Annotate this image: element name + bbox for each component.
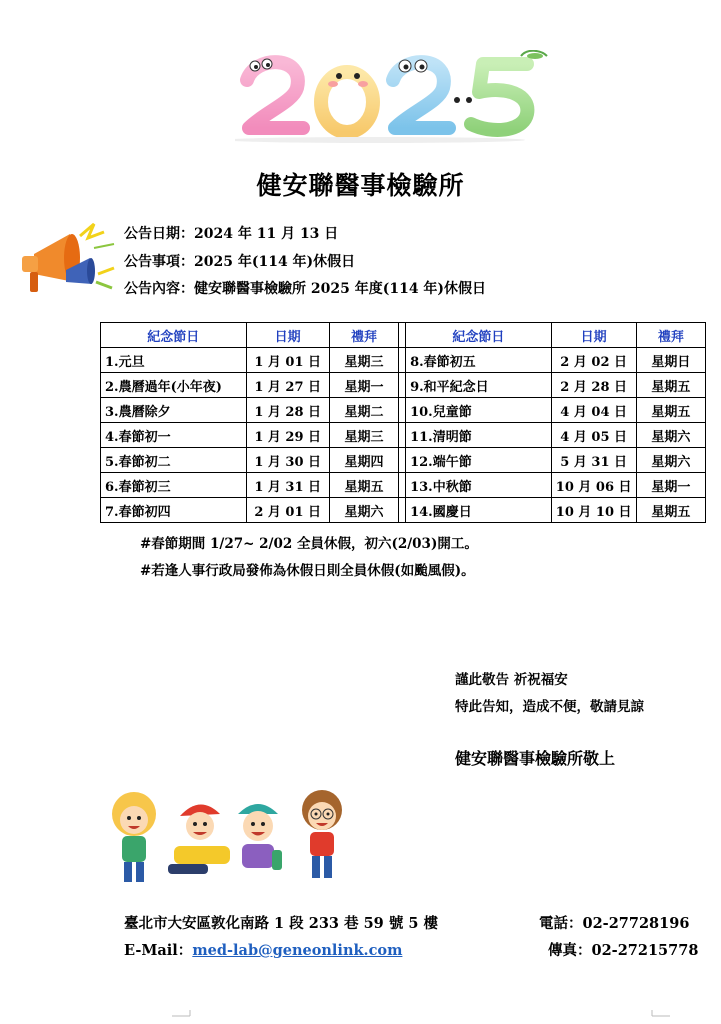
- holiday-table: [100, 322, 706, 523]
- holiday-date: 1 月 28 日: [246, 398, 329, 423]
- holiday-date: 4 月 05 日: [551, 423, 636, 448]
- phone: [539, 912, 689, 933]
- holiday-weekday: 星期五: [329, 473, 398, 498]
- holiday-date: 10 月 10 日: [551, 498, 636, 523]
- holiday-weekday: 星期六: [329, 498, 398, 523]
- table-row: [101, 373, 706, 398]
- notice-content: [124, 279, 486, 299]
- holiday-name: 10.兒童節: [406, 398, 552, 423]
- column-gap: [399, 448, 406, 473]
- holiday-date: 2 月 28 日: [551, 373, 636, 398]
- holiday-weekday: 星期日: [636, 348, 705, 373]
- holiday-name: 1.元旦: [101, 348, 247, 373]
- holiday-weekday: 星期二: [329, 398, 398, 423]
- page-corner-mark-right: [648, 1008, 672, 1018]
- table-row: [101, 398, 706, 423]
- holiday-weekday: 星期五: [636, 373, 705, 398]
- column-gap: [399, 348, 406, 373]
- year-banner-image: [235, 50, 559, 145]
- holiday-name: 2.農曆過年(小年夜): [101, 373, 247, 398]
- notice-subject-label: 公告事項：: [124, 254, 194, 270]
- notice-date-value: 2024 年 11 月 13 日: [194, 226, 339, 242]
- table-row: [101, 448, 706, 473]
- email: [124, 939, 402, 960]
- holiday-name: 13.中秋節: [406, 473, 552, 498]
- holiday-date: 10 月 06 日: [551, 473, 636, 498]
- holiday-name: 3.農曆除夕: [101, 398, 247, 423]
- holiday-table-header: [101, 323, 706, 348]
- holiday-weekday: 星期六: [636, 423, 705, 448]
- column-gap: [399, 498, 406, 523]
- holiday-weekday: 星期一: [636, 473, 705, 498]
- table-row: [101, 348, 706, 373]
- holiday-date: 1 月 27 日: [246, 373, 329, 398]
- page-corner-mark-left: [170, 1008, 194, 1018]
- column-gap: [399, 473, 406, 498]
- holiday-name: 6.春節初三: [101, 473, 247, 498]
- header-date-left: 日期: [246, 323, 329, 348]
- notice-content-value: 健安聯醫事檢驗所 2025 年度(114 年)休假日: [194, 281, 487, 297]
- header-date-right: 日期: [551, 323, 636, 348]
- notice-subject-value: 2025 年(114 年)休假日: [194, 254, 356, 270]
- email-label: E-Mail：: [124, 942, 193, 959]
- holiday-weekday: 星期三: [329, 423, 398, 448]
- holiday-name: 4.春節初一: [101, 423, 247, 448]
- holiday-date: 2 月 02 日: [551, 348, 636, 373]
- holiday-name: 7.春節初四: [101, 498, 247, 523]
- email-link[interactable]: med-lab@geneonlink.com: [192, 942, 403, 959]
- holiday-weekday: 星期一: [329, 373, 398, 398]
- table-row: [101, 423, 706, 448]
- phone-number: 02-27728196: [582, 915, 690, 932]
- signature: 健安聯醫事檢驗所敬上: [455, 749, 616, 768]
- holiday-name: 8.春節初五: [406, 348, 552, 373]
- holiday-date: 2 月 01 日: [246, 498, 329, 523]
- closing-apology: 特此告知，造成不便，敬請見諒: [455, 699, 644, 715]
- header-holiday-left: 紀念節日: [101, 323, 247, 348]
- holiday-name: 5.春節初二: [101, 448, 247, 473]
- header-weekday-left: 禮拜: [329, 323, 398, 348]
- address: 臺北市大安區敦化南路 1 段 233 巷 59 號 5 樓: [124, 915, 439, 932]
- note-typhoon: #若逢人事行政局發佈為休假日則全員休假(如颱風假)。: [140, 563, 475, 579]
- note-spring-festival: #春節期間 1/27~ 2/02 全員休假，初六(2/03)開工。: [140, 536, 478, 552]
- holiday-weekday: 星期五: [636, 498, 705, 523]
- column-gap: [399, 398, 406, 423]
- header-weekday-right: 禮拜: [636, 323, 705, 348]
- holiday-date: 5 月 31 日: [551, 448, 636, 473]
- closing-blessing: 謹此敬告 祈祝福安: [455, 672, 568, 688]
- fax-label: 傳真：: [548, 942, 592, 959]
- fax: [548, 939, 698, 960]
- table-row: [101, 498, 706, 523]
- holiday-date: 1 月 31 日: [246, 473, 329, 498]
- megaphone-icon: [14, 218, 118, 304]
- notice-date: [124, 224, 338, 244]
- holiday-name: 9.和平紀念日: [406, 373, 552, 398]
- holiday-date: 1 月 30 日: [246, 448, 329, 473]
- column-gap: [399, 423, 406, 448]
- holiday-name: 12.端午節: [406, 448, 552, 473]
- header-holiday-right: 紀念節日: [406, 323, 552, 348]
- fax-number: 02-27215778: [591, 942, 699, 959]
- table-row: [101, 473, 706, 498]
- holiday-weekday: 星期四: [329, 448, 398, 473]
- holiday-name: 11.清明節: [406, 423, 552, 448]
- notice-date-label: 公告日期：: [124, 226, 194, 242]
- kids-illustration: [108, 784, 358, 889]
- page-title: 健安聯醫事檢驗所: [256, 171, 465, 200]
- holiday-weekday: 星期五: [636, 398, 705, 423]
- holiday-date: 1 月 29 日: [246, 423, 329, 448]
- holiday-date: 1 月 01 日: [246, 348, 329, 373]
- notice-content-label: 公告內容：: [124, 281, 194, 297]
- holiday-weekday: 星期六: [636, 448, 705, 473]
- holiday-weekday: 星期三: [329, 348, 398, 373]
- notice-subject: [124, 252, 355, 272]
- column-gap: [399, 323, 406, 348]
- phone-label: 電話：: [539, 915, 583, 932]
- holiday-name: 14.國慶日: [406, 498, 552, 523]
- holiday-date: 4 月 04 日: [551, 398, 636, 423]
- column-gap: [399, 373, 406, 398]
